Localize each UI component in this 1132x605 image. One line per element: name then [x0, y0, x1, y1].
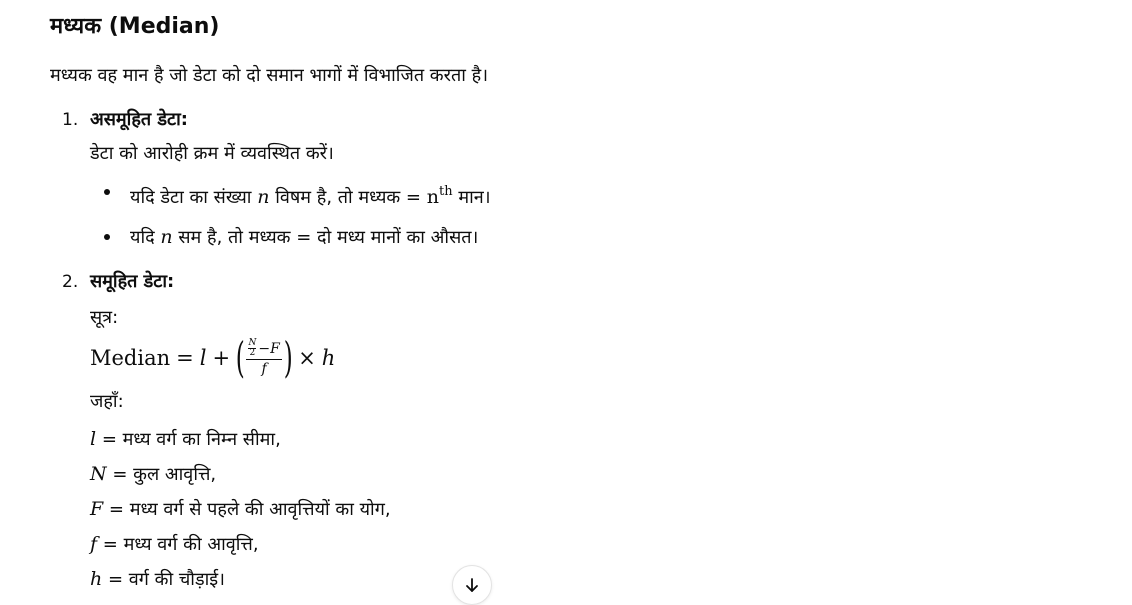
- def-symbol: l: [90, 428, 97, 450]
- def-text: = मध्य वर्ग से पहले की आवृत्तियों का योग,: [108, 499, 391, 520]
- list-marker: 2.: [62, 272, 79, 292]
- math-variable: n: [257, 186, 270, 208]
- fraction-numerator: [246, 339, 281, 360]
- right-paren: ): [283, 333, 293, 382]
- formula-plus: +: [212, 346, 231, 370]
- definition-item: [90, 527, 1090, 562]
- formula-name: Median: [90, 346, 171, 370]
- bullet-text: यदि डेटा का संख्या: [130, 187, 252, 208]
- math-expression: n: [426, 186, 439, 208]
- frac-two: 2: [249, 348, 256, 358]
- def-symbol: f: [90, 533, 98, 555]
- scroll-to-bottom-button[interactable]: [452, 565, 492, 605]
- numbered-list: [50, 105, 1090, 597]
- def-text: = मध्य वर्ग का निम्न सीमा,: [101, 429, 281, 450]
- formula-h: h: [321, 346, 336, 370]
- formula-fraction: [246, 339, 281, 377]
- list-item-grouped: [50, 267, 1090, 597]
- def-symbol: h: [90, 568, 103, 590]
- bullet-dot: [104, 234, 110, 240]
- bullet-item: [90, 177, 1090, 207]
- def-text: = वर्ग की चौड़ाई।: [107, 569, 225, 590]
- list-item-ungrouped: [50, 105, 1090, 252]
- formula-equals: =: [176, 346, 194, 370]
- def-text: = कुल आवृत्ति,: [112, 464, 217, 485]
- bullet-text: विषम है, तो मध्यक =: [275, 187, 422, 208]
- where-label: जहाँ:: [90, 391, 124, 412]
- bullet-dot: [104, 189, 110, 195]
- median-formula: [90, 335, 1090, 381]
- arrow-down-icon: [463, 576, 481, 594]
- item-title: असमूहित डेटा:: [90, 109, 188, 130]
- definition-list: [90, 422, 1090, 597]
- bullet-item: [90, 222, 1090, 252]
- bullet-text: सम है, तो मध्यक = दो मध्य मानों का औसत।: [178, 227, 479, 248]
- definition-item: [90, 457, 1090, 492]
- message-content: [50, 8, 1090, 597]
- definition-item: [90, 422, 1090, 457]
- def-symbol: F: [90, 498, 104, 520]
- math-variable: n: [160, 226, 173, 248]
- math-superscript: th: [439, 184, 453, 199]
- frac-F: F: [270, 340, 280, 357]
- frac-minus: −: [258, 340, 271, 357]
- formula-l: l: [199, 346, 207, 370]
- definition-item: [90, 492, 1090, 527]
- def-symbol: N: [90, 463, 107, 485]
- formula-times: ×: [298, 346, 316, 370]
- left-paren: (: [235, 333, 245, 382]
- bullet-list: [90, 177, 1090, 252]
- fraction-denominator: f: [261, 361, 267, 377]
- list-marker: 1.: [62, 110, 79, 130]
- def-text: = मध्य वर्ग की आवृत्ति,: [102, 534, 259, 555]
- bullet-text: मान।: [458, 187, 491, 208]
- formula-label: सूत्र:: [90, 307, 119, 328]
- item-title: समूहित डेटा:: [90, 271, 175, 292]
- intro-paragraph: मध्यक वह मान है जो डेटा को दो समान भागों में विभाजित करता है।: [50, 65, 489, 86]
- frac-N: N: [248, 338, 257, 348]
- definition-item: [90, 562, 1090, 597]
- n-over-two: [248, 339, 256, 358]
- item-description: डेटा को आरोही क्रम में व्यवस्थित करें।: [90, 143, 334, 164]
- bullet-text: यदि: [130, 227, 155, 248]
- section-heading: मध्यक (Median): [50, 14, 220, 39]
